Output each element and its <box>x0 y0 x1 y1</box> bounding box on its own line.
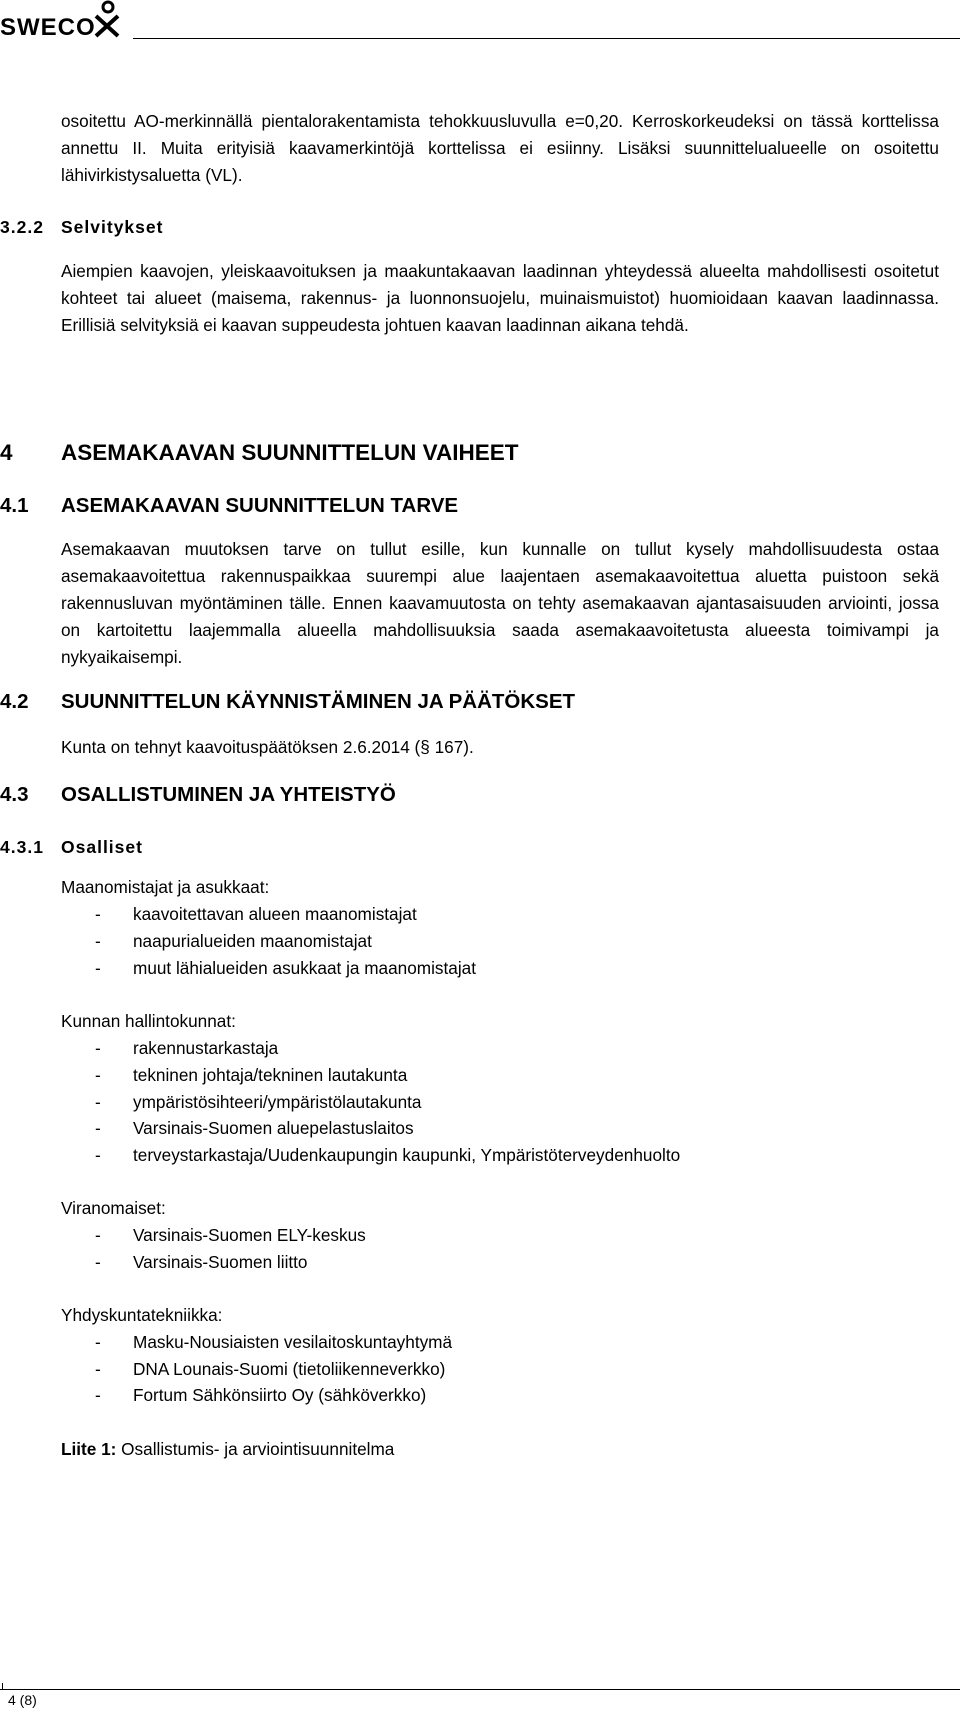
heading-number: 4.3 <box>0 783 29 806</box>
list-item: - DNA Lounais-Suomi (tietoliikenneverkko) <box>95 1359 446 1379</box>
heading-number: 4.3.1 <box>0 837 44 857</box>
attachment-line <box>61 1439 394 1460</box>
heading-3-2-2 <box>0 217 163 238</box>
heading-4 <box>0 440 519 466</box>
heading-title: OSALLISTUMINEN JA YHTEISTYÖ <box>61 783 396 806</box>
attachment-label: Liite 1: <box>61 1439 117 1459</box>
list-item: - Varsinais-Suomen ELY-keskus <box>95 1225 366 1245</box>
heading-title: Selvitykset <box>61 217 164 237</box>
selvitykset-paragraph: Aiempien kaavojen, yleiskaavoituksen ja maakuntakaavan laadinnan yhteydessä alueelta mahdollisesti osoitetut kohteet tai alueet (maisema, rakennus- ja luonnonsuojelu, muinaismuistot) huomioidaan kaavan laadinnassa. Erillisiä selvityksiä ei kaavan suppeudesta johtuen kaavan laadinnan aikana tehdä. <box>61 261 939 335</box>
list-item: - rakennustarkastaja <box>95 1038 279 1058</box>
heading-title: SUUNNITTELUN KÄYNNISTÄMINEN JA PÄÄTÖKSET <box>61 690 576 713</box>
heading-4-3-1 <box>0 837 143 858</box>
heading-4-1 <box>0 494 458 518</box>
heading-title: ASEMAKAAVAN SUUNNITTELUN VAIHEET <box>61 440 519 465</box>
list-item: - ympäristösihteeri/ympäristölautakunta <box>95 1092 422 1112</box>
footer-divider-tick <box>2 1683 3 1690</box>
page-number: 4 (8) <box>8 1692 37 1708</box>
list-item: - Fortum Sähkönsiirto Oy (sähköverkko) <box>95 1385 427 1405</box>
footer-divider <box>0 1689 960 1690</box>
list-item: - Varsinais-Suomen liitto <box>95 1252 308 1272</box>
list-item: - tekninen johtaja/tekninen lautakunta <box>95 1065 408 1085</box>
heading-number: 4 <box>0 440 13 465</box>
heading-4-2 <box>0 690 575 714</box>
list-item: - Masku-Nousiaisten vesilaitoskuntayhtymä <box>95 1332 453 1352</box>
heading-title: ASEMAKAAVAN SUUNNITTELUN TARVE <box>61 494 459 517</box>
heading-title: Osalliset <box>61 837 143 857</box>
sweco-mark-icon <box>88 0 128 40</box>
intro-paragraph: osoitettu AO-merkinnällä pientalorakentamista tehokkuusluvulla e=0,20. Kerroskorkeudeksi on tässä korttelissa annettu II. Muita erityisiä kaavamerkintöjä korttelissa ei esiinny. Lisäksi suunnittelualueelle on osoitettu lähivirkistysaluetta (VL). <box>61 111 939 185</box>
group-title: Kunnan hallintokunnat: <box>61 1011 236 1031</box>
list-item: - naapurialueiden maanomistajat <box>95 931 372 951</box>
list-item: - muut lähialueiden asukkaat ja maanomistajat <box>95 958 476 978</box>
logo-text: SWECO <box>0 14 96 41</box>
list-item: - Varsinais-Suomen aluepelastuslaitos <box>95 1118 414 1138</box>
list-item: - terveystarkastaja/Uudenkaupungin kaupunki, Ympäristöterveydenhuolto <box>95 1145 681 1165</box>
heading-4-3 <box>0 783 396 807</box>
paatos-paragraph: Kunta on tehnyt kaavoituspäätöksen 2.6.2014 (§ 167). <box>61 737 474 757</box>
attachment-text: Osallistumis- ja arviointisuunnitelma <box>121 1439 395 1459</box>
group-title: Viranomaiset: <box>61 1198 166 1218</box>
heading-number: 4.1 <box>0 494 29 517</box>
group-title: Yhdyskuntatekniikka: <box>61 1305 223 1325</box>
heading-number: 4.2 <box>0 690 29 713</box>
header-divider <box>133 38 960 39</box>
group-title: Maanomistajat ja asukkaat: <box>61 877 270 897</box>
tarve-paragraph: Asemakaavan muutoksen tarve on tullut esille, kun kunnalle on tullut kysely mahdollisuudesta ostaa asemakaavoitettua rakennuspaikkaa suurempi alue laajentaen asemakaavoitettua aluetta puistoon sekä rakennusluvan myöntäminen tälle. Ennen kaavamuutosta on tehty asemakaavan ajantasaisuuden arviointi, jossa on kartoitettu laajemmalla alueella mahdollisuuksia saada asemakaavoitetusta alueesta toimivampi ja nykyaikaisempi. <box>61 539 939 667</box>
list-item: - kaavoitettavan alueen maanomistajat <box>95 904 417 924</box>
heading-number: 3.2.2 <box>0 217 44 237</box>
sweco-logo <box>0 0 140 42</box>
